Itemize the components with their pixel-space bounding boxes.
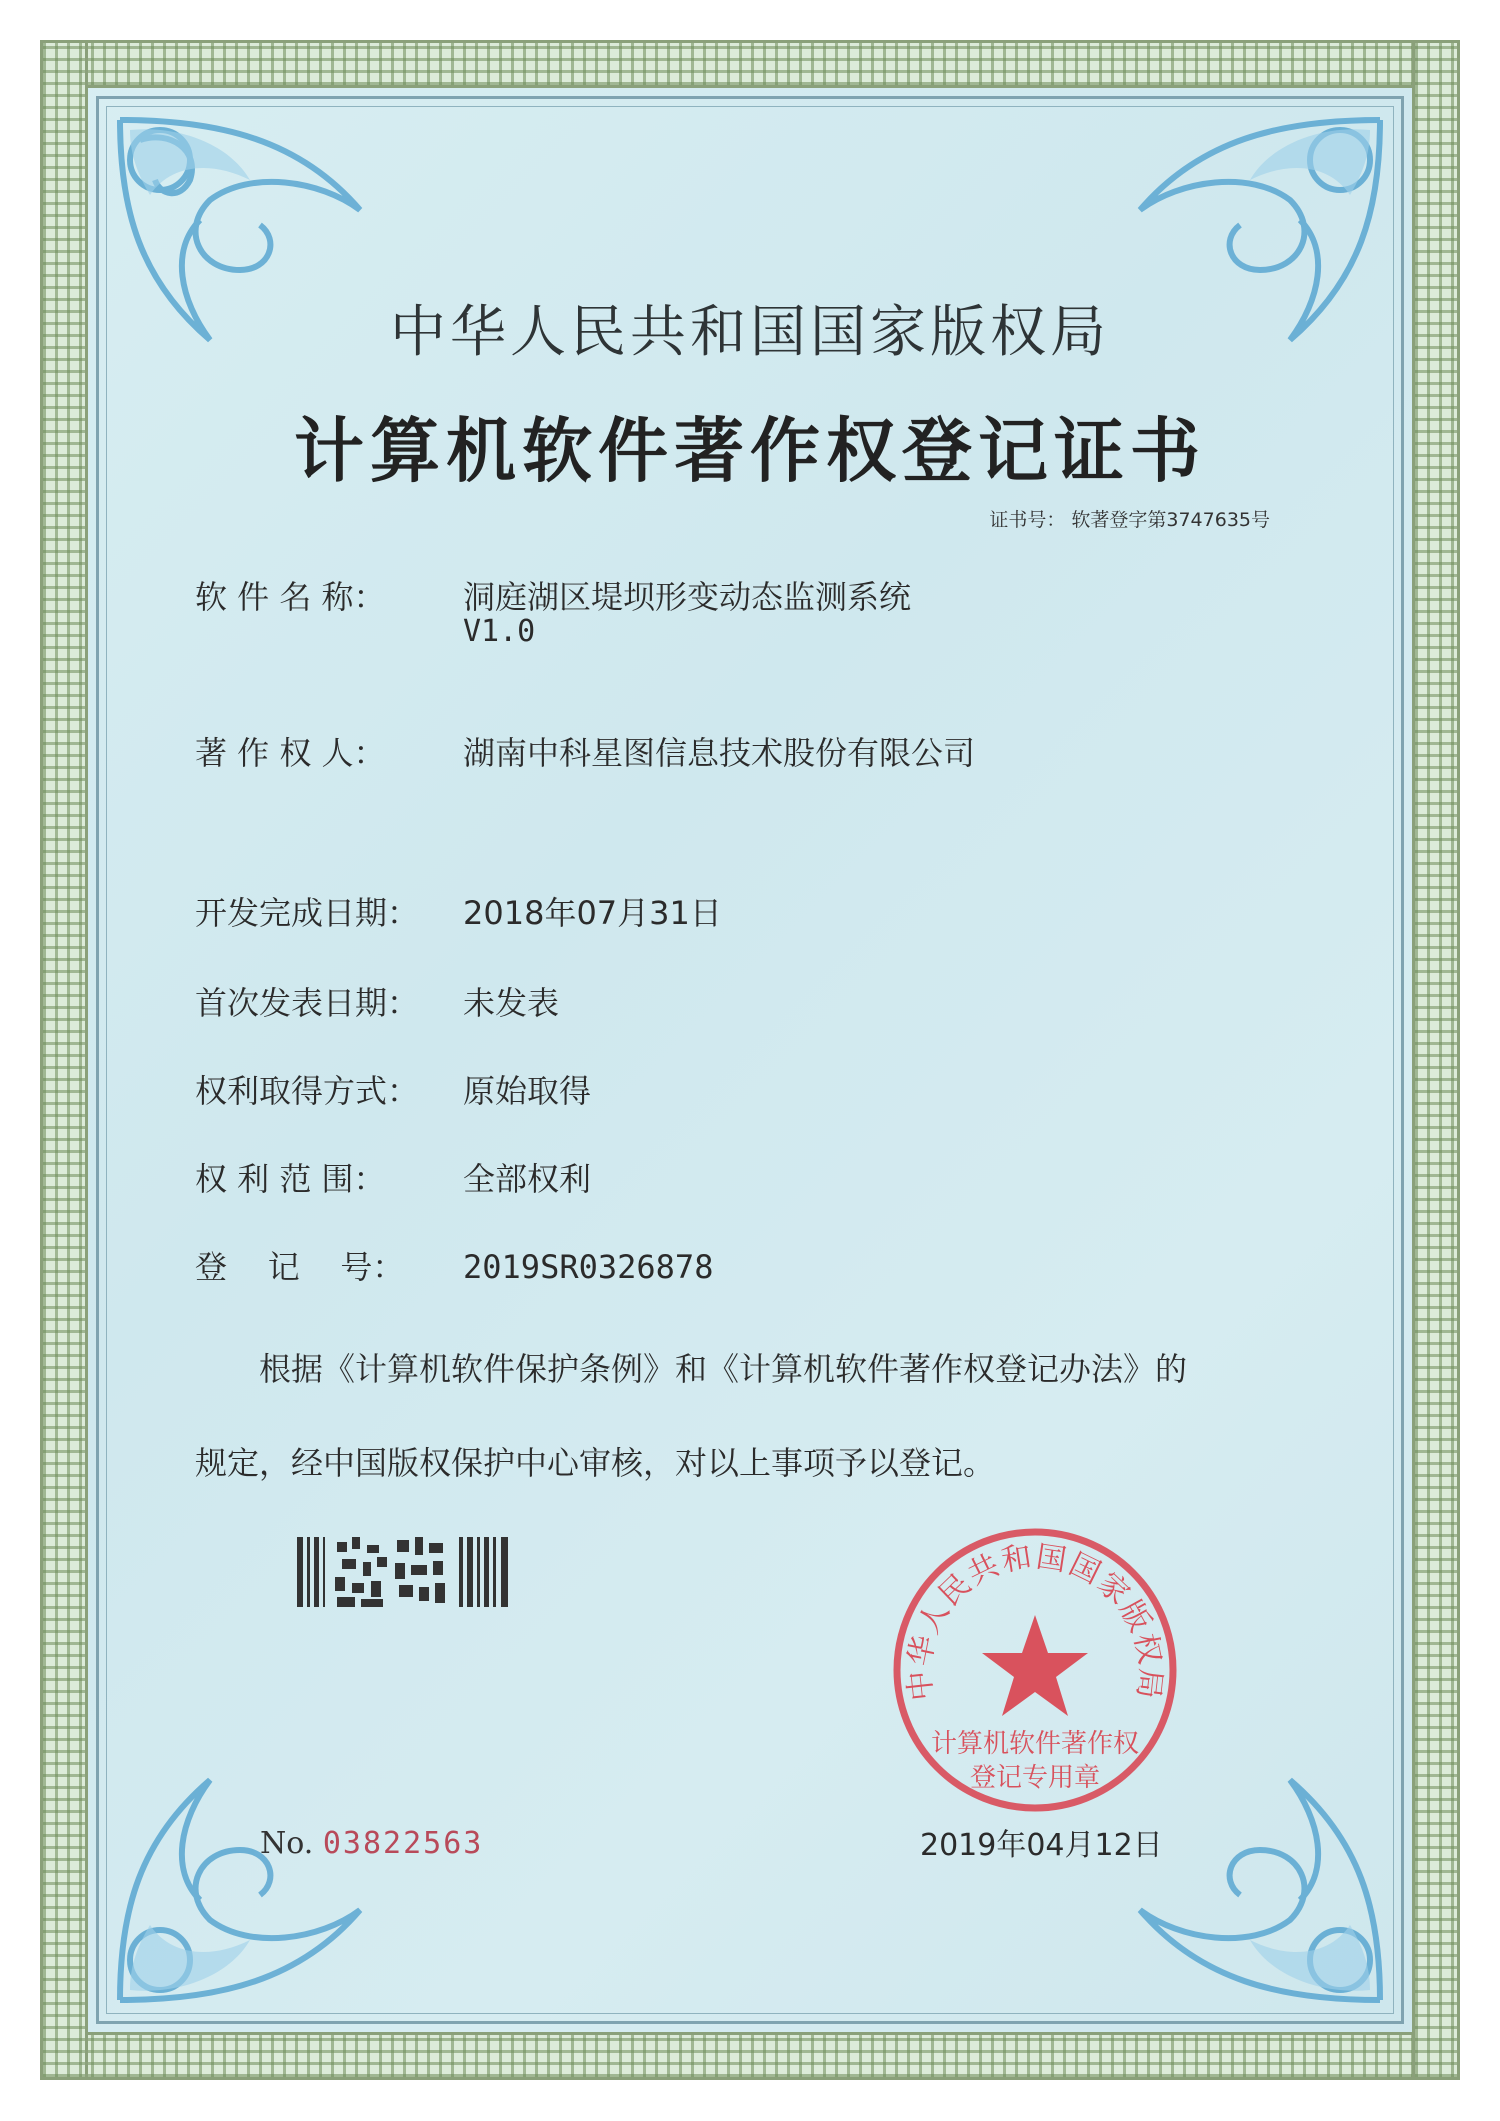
field-software-name — [195, 572, 912, 649]
field-value: 全部权利 — [463, 1160, 592, 1198]
field-value: 洞庭湖区堤坝形变动态监测系统 — [463, 578, 912, 616]
field-value: 2019SR0326878 — [463, 1248, 714, 1286]
certificate-number-value: 软著登字第3747635号 — [1071, 509, 1270, 531]
field-label: 权 利 范 围： — [195, 1160, 386, 1198]
corner-ornament-icon — [100, 1760, 400, 2020]
seal-line-1: 计算机软件著作权 — [930, 1729, 1140, 1759]
field-first-publication — [195, 978, 559, 1024]
field-label: 软 件 名 称： — [195, 578, 386, 616]
serial-prefix: No. — [260, 1826, 314, 1861]
certificate-number — [989, 505, 1270, 532]
field-label: 开发完成日期： — [195, 894, 420, 932]
statement-line-2: 规定，经中国版权保护中心审核，对以上事项予以登记。 — [195, 1444, 996, 1482]
issuing-authority: 中华人民共和国国家版权局 — [390, 300, 1110, 365]
field-value: 未发表 — [463, 984, 560, 1022]
border-top — [40, 40, 1460, 88]
serial-number — [260, 1826, 483, 1861]
field-registration-number — [195, 1242, 713, 1288]
field-copyright-owner — [195, 728, 975, 774]
issue-date: 2019年04月12日 — [920, 1828, 1163, 1863]
field-value: 2018年07月31日 — [463, 894, 722, 932]
field-label: 著 作 权 人： — [195, 734, 386, 772]
field-label: 首次发表日期： — [195, 984, 420, 1022]
barcode-icon — [297, 1537, 512, 1607]
seal-line-2: 登记专用章 — [969, 1763, 1101, 1793]
field-acquisition-method — [195, 1066, 591, 1112]
certificate-title: 计算机软件著作权登记证书 — [294, 410, 1206, 492]
seal-arc-text: 中华人民共和国国家版权局 — [902, 1539, 1168, 1703]
field-value: 原始取得 — [463, 1072, 592, 1110]
field-value-version: V1.0 — [463, 614, 536, 649]
official-seal-icon — [885, 1520, 1185, 1820]
statement-line-1: 根据《计算机软件保护条例》和《计算机软件著作权登记办法》的 — [259, 1350, 1188, 1388]
certificate-number-label: 证书号： — [989, 509, 1066, 531]
field-label: 登 记 号： — [195, 1248, 405, 1286]
field-rights-scope — [195, 1154, 591, 1200]
serial-value: 03822563 — [322, 1826, 484, 1861]
border-bottom — [40, 2032, 1460, 2080]
inner-frame-line — [106, 106, 1394, 2014]
field-value: 湖南中科星图信息技术股份有限公司 — [463, 734, 976, 772]
field-label: 权利取得方式： — [195, 1072, 420, 1110]
field-completion-date — [195, 888, 722, 934]
